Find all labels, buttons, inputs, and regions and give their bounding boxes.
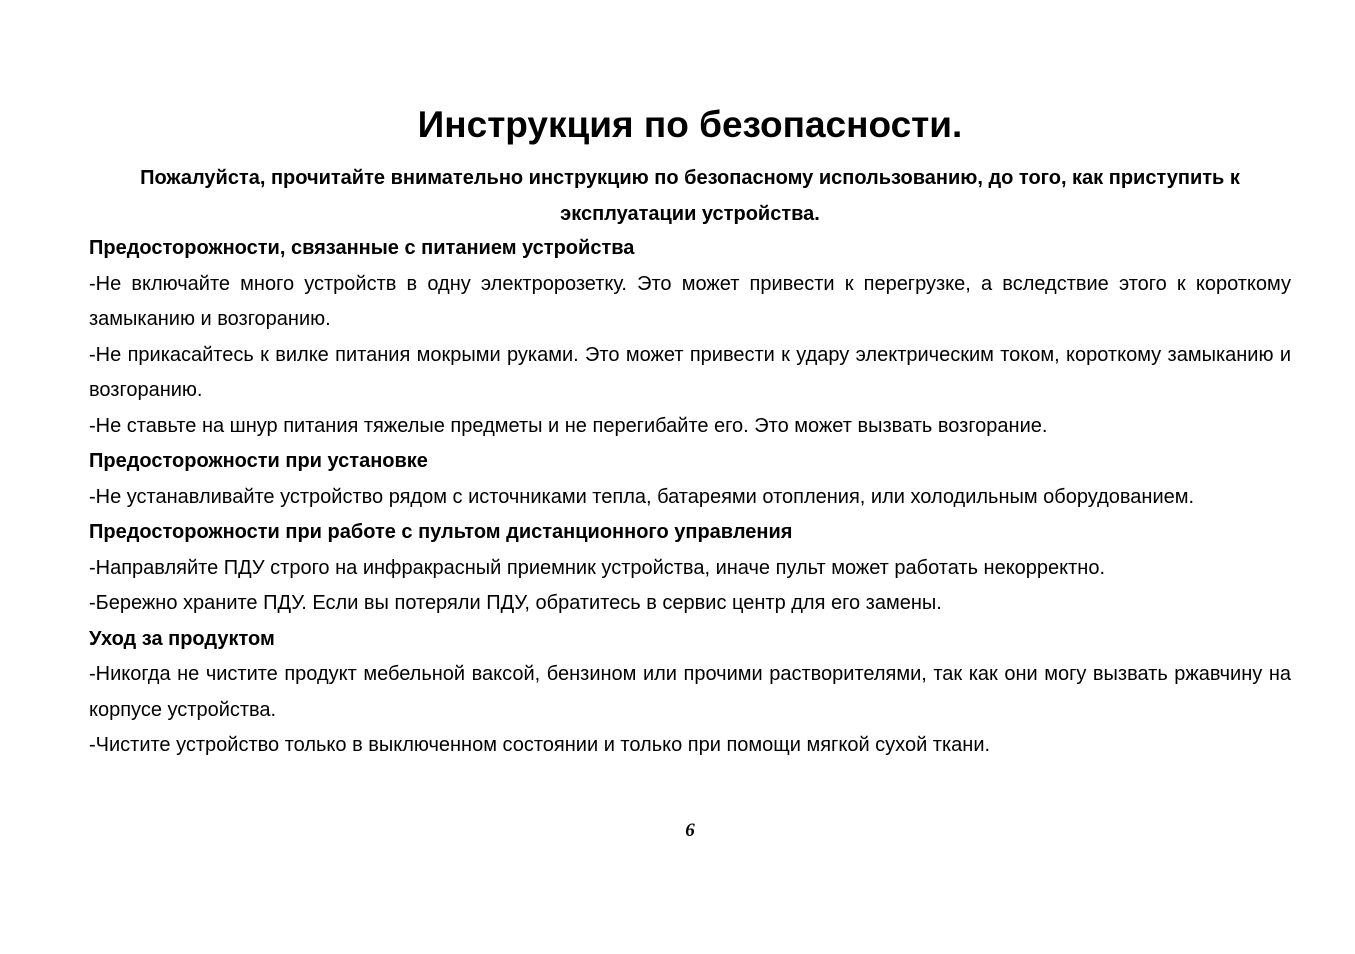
section-item: -Не прикасайтесь к вилке питания мокрыми руками. Это может привести к удару электрическим током, короткому замыканию и возгоранию.: [89, 343, 1291, 401]
section-heading: Предосторожности, связанные с питанием устройства: [89, 237, 635, 259]
section-item: -Никогда не чистите продукт мебельной ваксой, бензином или прочими растворителями, так как они могу вызвать ржавчину на корпусе устройства.: [89, 663, 1291, 721]
document-body: [89, 231, 1291, 764]
section-power: [89, 231, 1291, 444]
section-heading: Уход за продуктом: [89, 627, 275, 650]
section-heading: Предосторожности при работе с пультом дистанционного управления: [89, 521, 793, 543]
section-item: -Бережно храните ПДУ. Если вы потеряли ПДУ, обратитесь в сервис центр для его замены.: [89, 592, 942, 614]
section-item: -Чистите устройство только в выключенном состоянии и только при помощи мягкой сухой ткани.: [89, 734, 991, 756]
section-item: -Не устанавливайте устройство рядом с источниками тепла, батареями отопления, или холодильным оборудованием.: [89, 485, 1195, 508]
section-item: -Не ставьте на шнур питания тяжелые предметы и не перегибайте его. Это может вызвать возгорание.: [89, 414, 1048, 437]
section-product-care: [89, 622, 1291, 764]
section-item: -Не включайте много устройств в одну электророзетку. Это может привести к перегрузке, а вследствие этого к короткому замыканию и возгоранию.: [89, 272, 1291, 330]
section-heading: Предосторожности при установке: [89, 450, 428, 472]
page-number: 6: [685, 820, 695, 841]
intro-text: Пожалуйста, прочитайте внимательно инструкцию по безопасному использованию, до того, как приступить к эксплуатации устройства.: [140, 167, 1240, 225]
section-remote-control: [89, 515, 1291, 622]
page-title: Инструкция по безопасности.: [417, 104, 963, 145]
section-item: -Направляйте ПДУ строго на инфракрасный приемник устройства, иначе пульт может работать некорректно.: [89, 556, 1106, 579]
section-installation: [89, 444, 1291, 515]
